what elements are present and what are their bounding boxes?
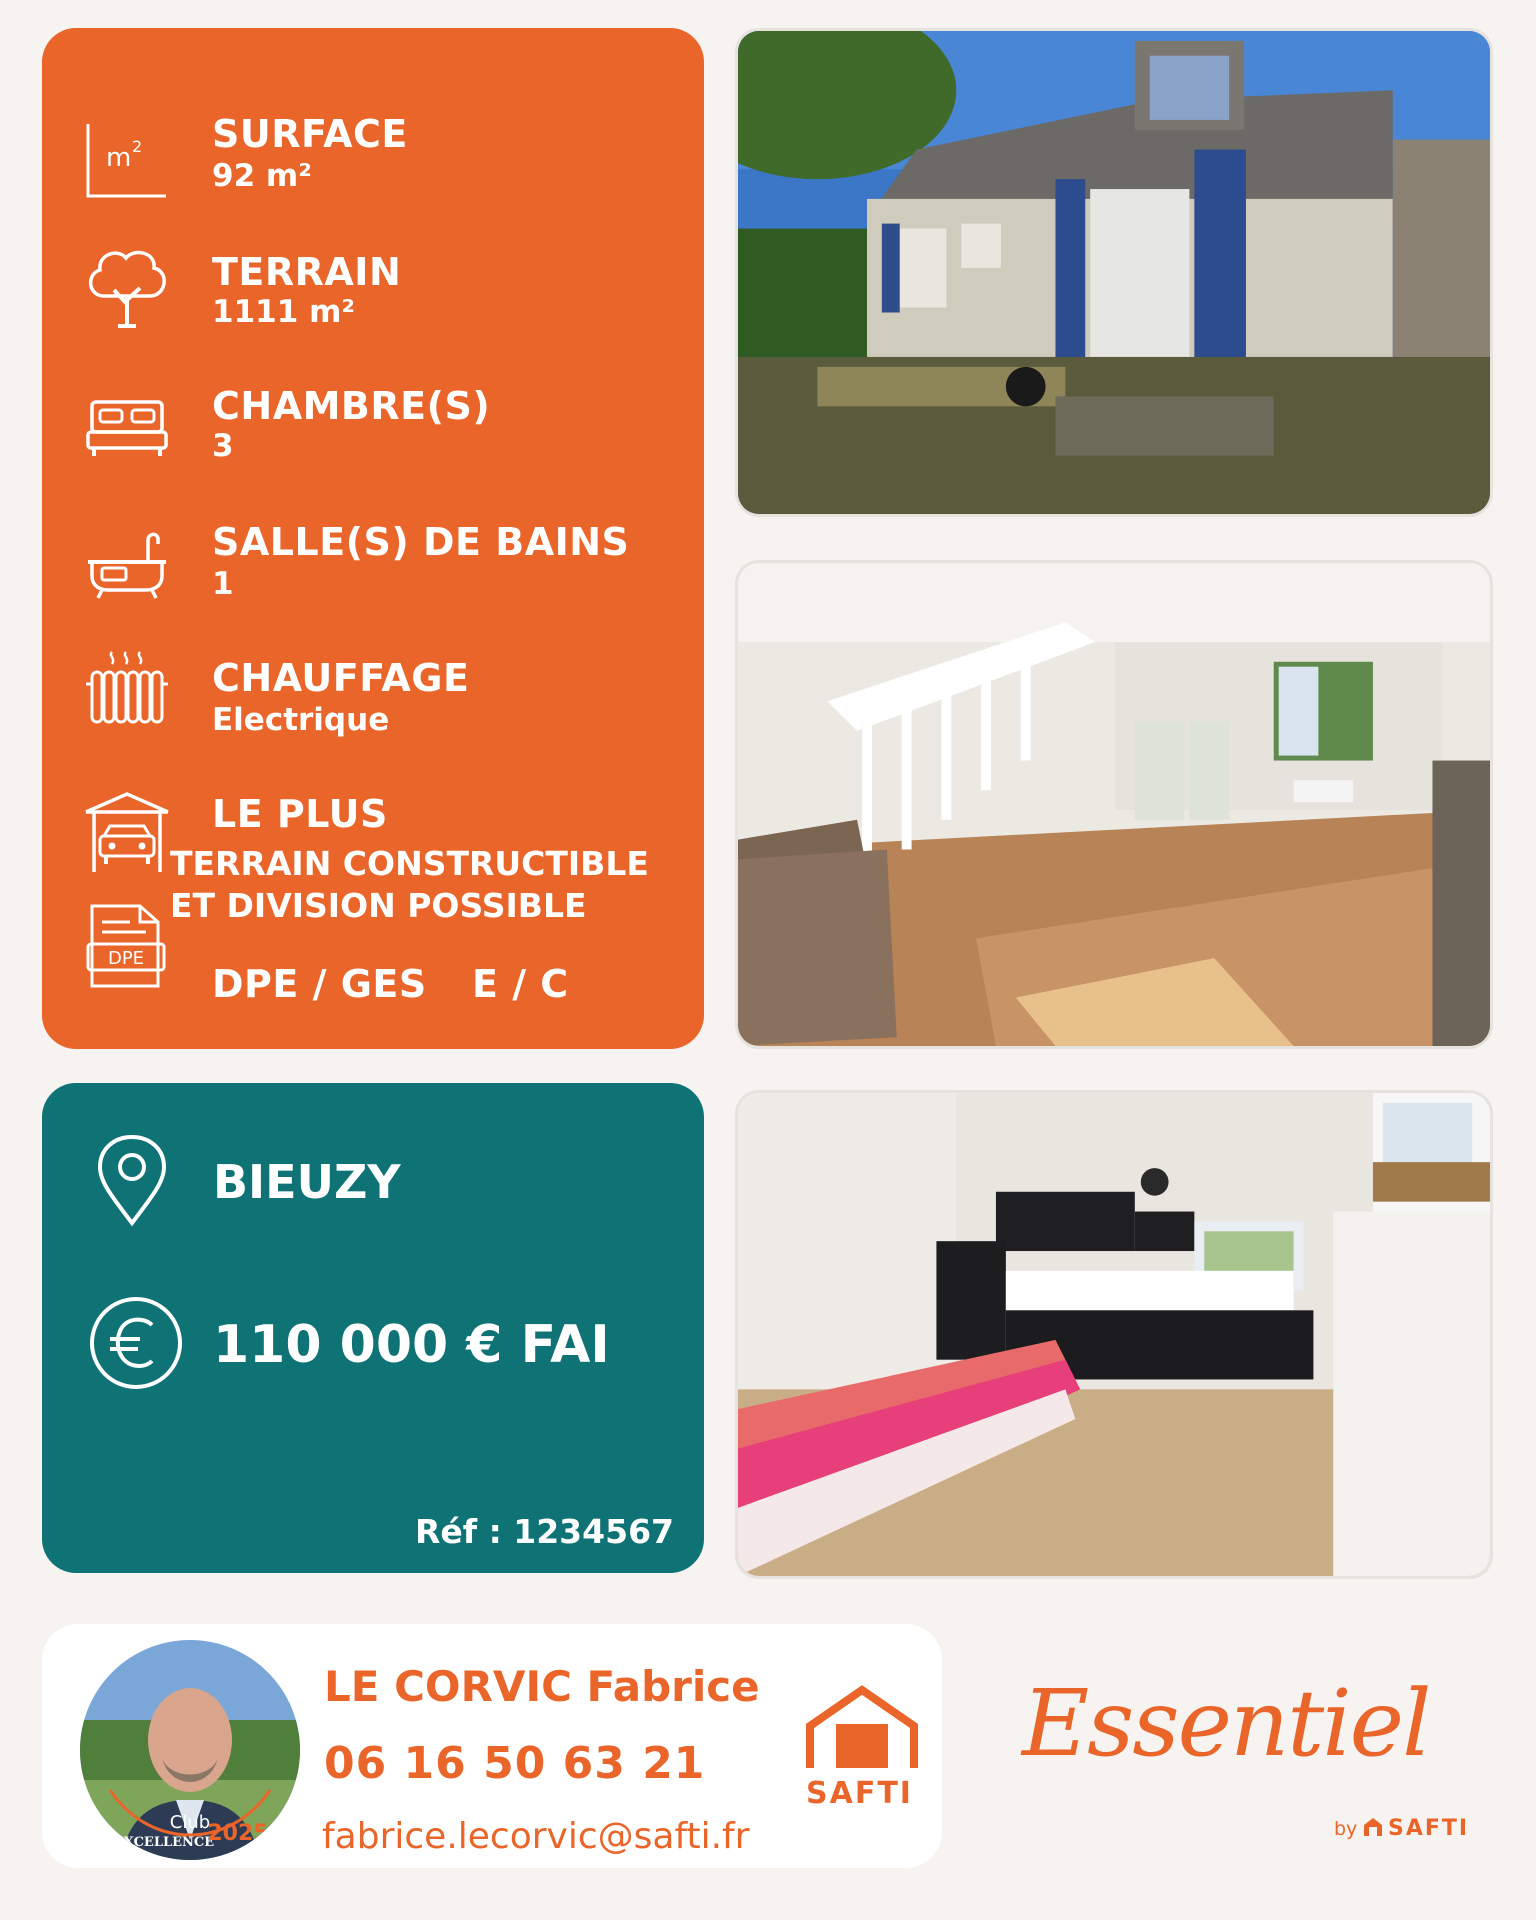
area-m2-icon	[82, 118, 172, 208]
energy-rating-value: E / C	[472, 962, 569, 1006]
feature-label: LE PLUS	[212, 792, 388, 836]
feature-label: SALLE(S) DE BAINS	[212, 520, 630, 564]
badge-year-text: 2025	[207, 1821, 269, 1846]
price-text: 110 000 € FAI	[213, 1315, 610, 1375]
feature-value: 3	[212, 428, 234, 464]
house-exterior-photo	[735, 28, 1493, 517]
property-features-card	[42, 28, 704, 1049]
brand-safti-text: SAFTI	[1388, 1816, 1470, 1841]
feature-value-line2: ET DIVISION POSSIBLE	[170, 886, 587, 925]
safti-wordmark: SAFTI	[806, 1776, 913, 1811]
bed-icon	[82, 380, 172, 470]
brand-by-text: by	[1334, 1818, 1358, 1840]
feature-label: TERRAIN	[212, 250, 402, 294]
kitchen-photo	[735, 1090, 1493, 1579]
badge-excellence-text: EXCELLENCE	[113, 1835, 215, 1850]
essentiel-script-text: Essentiel	[1022, 1670, 1430, 1777]
bathtub-icon	[82, 518, 172, 608]
feature-value: 1111 m²	[212, 294, 355, 330]
euro-icon	[88, 1295, 184, 1391]
svg-text:m: m	[106, 143, 132, 173]
tree-icon	[82, 244, 172, 334]
agent-name: LE CORVIC Fabrice	[324, 1662, 760, 1711]
feature-label: CHAUFFAGE	[212, 656, 470, 700]
agent-email[interactable]: fabrice.lecorvic@safti.fr	[322, 1816, 750, 1857]
feature-value-line1: TERRAIN CONSTRUCTIBLE	[170, 844, 649, 883]
feature-label: CHAMBRE(S)	[212, 384, 491, 428]
badge-club-text: Club	[169, 1812, 211, 1833]
dpe-icon-text: DPE	[107, 948, 145, 969]
dpe-document-icon	[82, 900, 172, 990]
feature-label: DPE / GES	[212, 962, 427, 1006]
svg-text:2: 2	[132, 137, 143, 156]
safti-small-house-icon	[1362, 1816, 1384, 1838]
feature-value: Electrique	[212, 702, 390, 738]
feature-label: SURFACE	[212, 112, 408, 156]
essentiel-brand-logo	[1022, 1670, 1470, 1841]
agent-contact-card	[42, 1624, 942, 1868]
reference-number: Réf : 1234567	[414, 1512, 674, 1551]
city-name: BIEUZY	[213, 1155, 401, 1209]
map-pin-icon	[94, 1133, 170, 1227]
agent-avatar	[80, 1640, 300, 1860]
agent-phone[interactable]: 06 16 50 63 21	[324, 1738, 706, 1789]
radiator-icon	[82, 642, 172, 732]
feature-value: 1	[212, 566, 234, 602]
location-price-card	[42, 1083, 704, 1573]
garage-car-icon	[82, 790, 172, 880]
feature-value: 92 m²	[212, 158, 312, 194]
living-room-stairs-photo	[735, 560, 1493, 1049]
